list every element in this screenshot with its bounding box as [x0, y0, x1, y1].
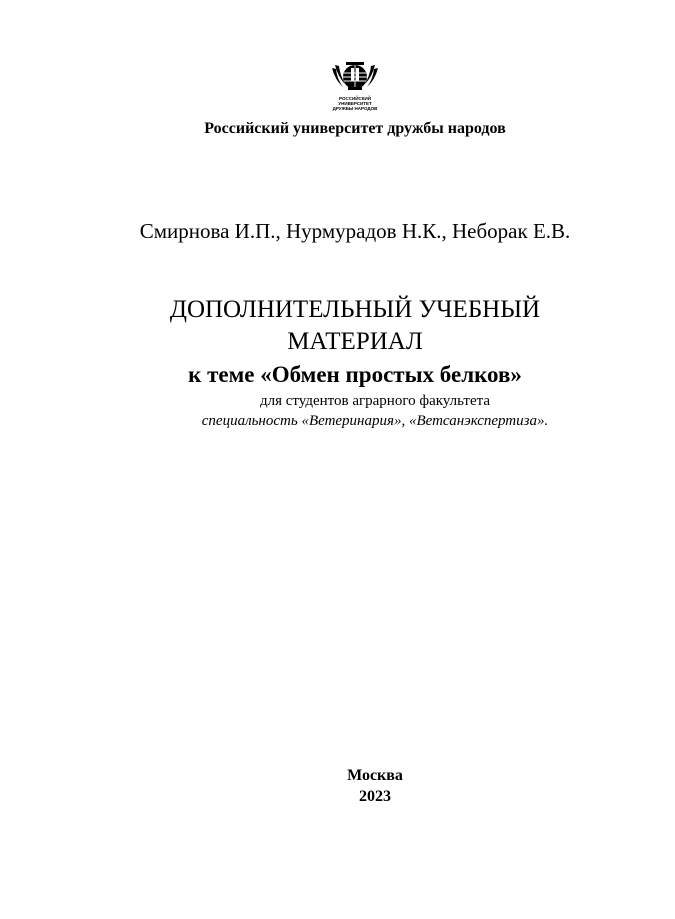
- logo-text-line-2: УНИВЕРСИТЕТ: [338, 101, 372, 106]
- document-title-line-2: МАТЕРИАЛ: [287, 328, 423, 355]
- university-logo: [329, 60, 381, 118]
- authors: Смирнова И.П., Нурмурадов Н.К., Неборак Е.В.: [139, 219, 571, 243]
- document-title-line-1: ДОПОЛНИТЕЛЬНЫЙ УЧЕБНЫЙ: [169, 296, 541, 323]
- logo-text-line-3: ДРУЖБЫ НАРОДОВ: [332, 106, 378, 111]
- university-name: Российский университет дружбы народов: [204, 120, 506, 137]
- publication-year: 2023: [359, 788, 391, 805]
- document-subtitle: к теме «Обмен простых белков»: [188, 362, 522, 387]
- specialty-line: специальность «Ветеринария», «Ветсанэкспертиза».: [201, 413, 549, 429]
- audience-line: для студентов аграрного факультета: [259, 393, 491, 409]
- publication-city: Москва: [347, 767, 403, 784]
- logo-text-line-1: РОССИЙСКИЙ: [339, 96, 371, 101]
